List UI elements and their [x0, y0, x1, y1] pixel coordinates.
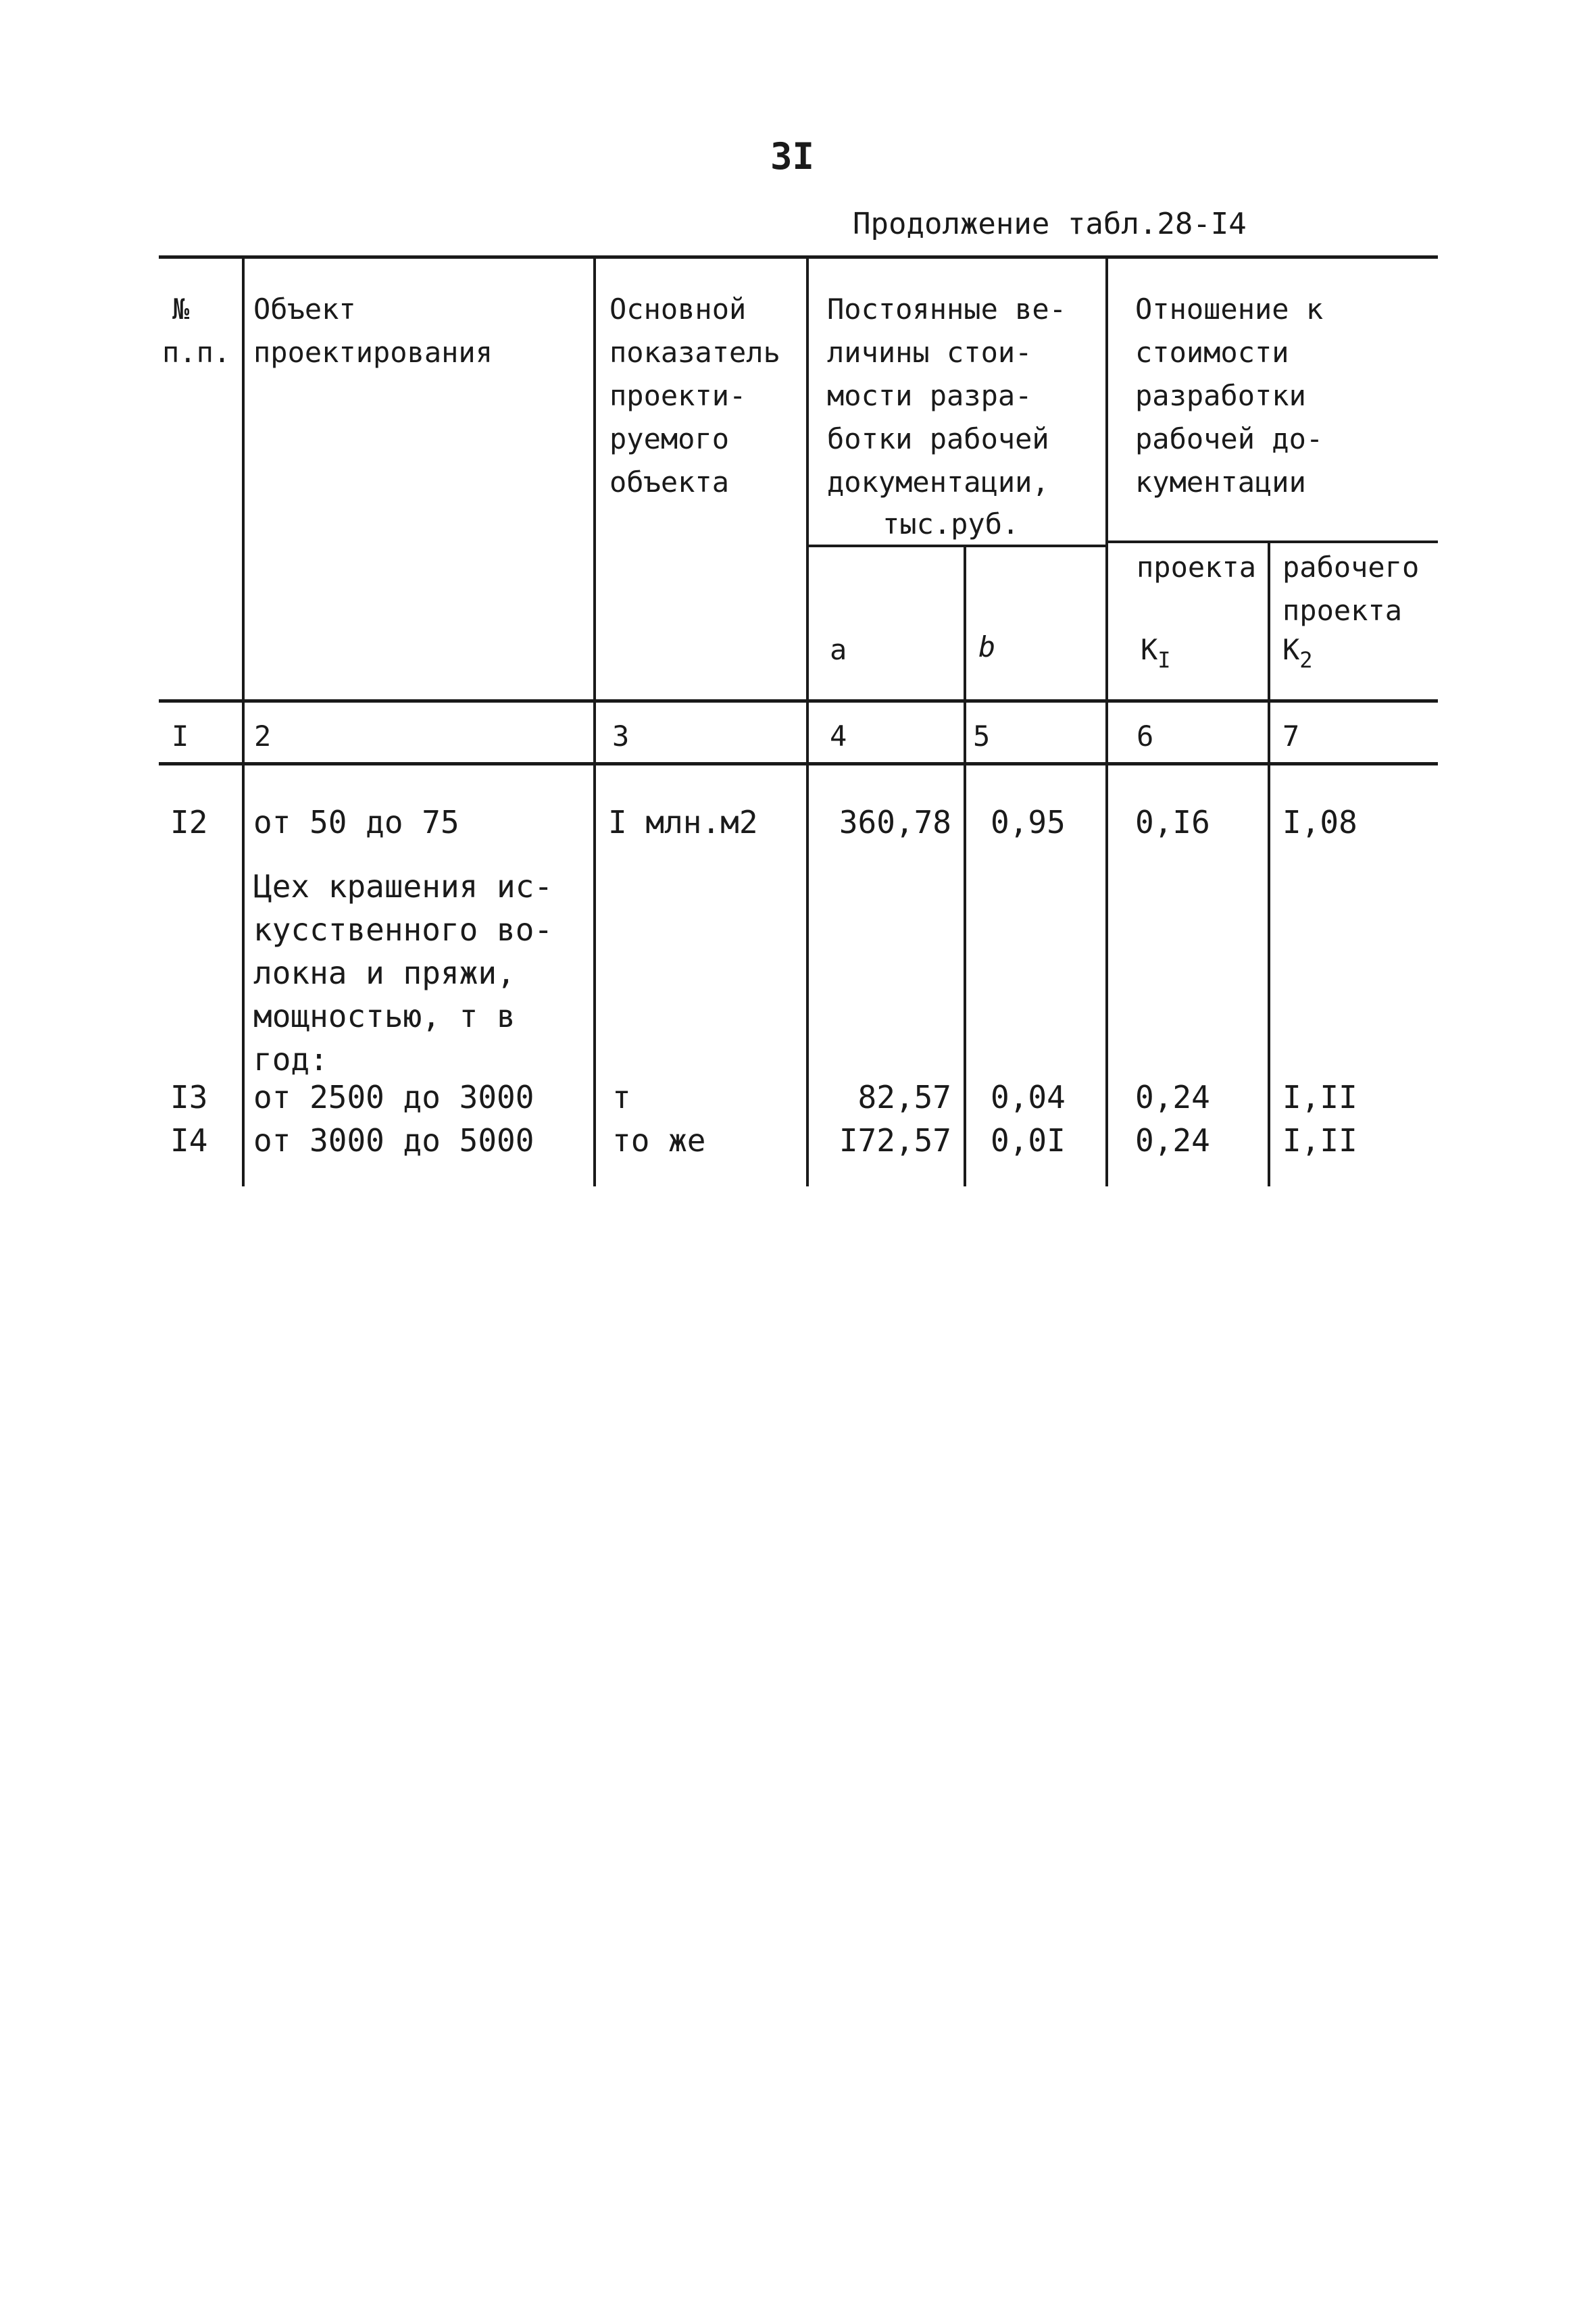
subheader-b: b: [978, 630, 996, 663]
header-ratio-line-3: разработки: [1135, 379, 1306, 412]
row-k1: 0,24: [1135, 1079, 1210, 1115]
row-indicator: I млн.м2: [608, 804, 758, 840]
row-k1: 0,I6: [1135, 804, 1210, 840]
col-number-3: 3: [612, 720, 630, 753]
col-divider-1: [242, 257, 245, 1186]
header-const-line-6: тыс.руб.: [882, 507, 1020, 540]
group-heading-line-2: кусственного во-: [253, 911, 553, 948]
header-ratio-line-4: рабочей до-: [1135, 422, 1324, 455]
col-number-7: 7: [1282, 720, 1300, 753]
col-number-5: 5: [973, 720, 991, 753]
row-a: 82,57: [857, 1079, 951, 1115]
header-num-line-1: №: [172, 293, 190, 326]
header-ratio-line-1: Отношение к: [1135, 293, 1324, 326]
row-a: I72,57: [839, 1122, 951, 1159]
group-heading-line-5: год:: [253, 1041, 328, 1078]
header-ratio-line-5: кументации: [1135, 466, 1306, 499]
col-number-2: 2: [254, 720, 272, 753]
col-divider-5: [1105, 257, 1108, 1186]
header-const-line-5: документации,: [827, 466, 1049, 499]
subheader-work-project-line-2: проекта: [1282, 594, 1403, 627]
col-number-1: I: [172, 720, 189, 753]
header-object-line-1: Объект: [253, 293, 356, 326]
group-heading-line-3: локна и пряжи,: [253, 955, 516, 991]
col-divider-2: [593, 257, 596, 1186]
col-number-6: 6: [1137, 720, 1154, 753]
header-indicator-line-2: показатель: [609, 336, 780, 369]
row-object: от 3000 до 5000: [253, 1122, 534, 1159]
row-k2: I,II: [1282, 1079, 1357, 1115]
row-k1: 0,24: [1135, 1122, 1210, 1159]
col-number-4: 4: [830, 720, 847, 753]
subheader-k2: $K_2$: [1282, 633, 1313, 673]
colnum-bottom-rule: [159, 762, 1438, 765]
row-object: от 2500 до 3000: [253, 1079, 534, 1115]
row-num: I2: [170, 804, 208, 840]
row-a: 360,78: [839, 804, 951, 840]
row-num: I3: [170, 1079, 208, 1115]
group-heading-line-4: мощностью, т в: [253, 998, 516, 1034]
row-k2: I,II: [1282, 1122, 1357, 1159]
subheader-project: проекта: [1137, 551, 1257, 584]
header-object-line-2: проектирования: [253, 336, 493, 369]
header-ratio-line-2: стоимости: [1135, 336, 1289, 369]
header-indicator-line-1: Основной: [609, 293, 747, 326]
header-indicator-line-5: объекта: [609, 466, 730, 499]
row-num: I4: [170, 1122, 208, 1159]
row-indicator: то же: [612, 1122, 706, 1159]
col-divider-6: [1268, 542, 1270, 1186]
table-caption: Продолжение табл.28-I4: [853, 207, 1247, 241]
header-const-line-3: мости разра-: [827, 379, 1032, 412]
ratio-subheader-rule: [1108, 540, 1438, 543]
row-indicator: т: [612, 1079, 631, 1115]
col-divider-3: [806, 257, 809, 1186]
table-top-rule: [159, 255, 1438, 259]
row-b: 0,0I: [991, 1122, 1066, 1159]
header-const-line-1: Постоянные ве-: [827, 293, 1067, 326]
row-object: от 50 до 75: [253, 804, 459, 840]
header-const-line-2: личины стои-: [827, 336, 1032, 369]
header-indicator-line-4: руемого: [609, 422, 730, 455]
header-num-line-2: п.п.: [162, 336, 231, 369]
header-bottom-rule: [159, 699, 1438, 703]
col-divider-4: [964, 545, 966, 1186]
subheader-a: a: [830, 633, 847, 666]
row-k2: I,08: [1282, 804, 1357, 840]
group-heading-line-1: Цех крашения ис-: [253, 868, 553, 905]
header-const-line-4: ботки рабочей: [827, 422, 1049, 455]
header-indicator-line-3: проекти-: [609, 379, 747, 412]
subheader-work-project-line-1: рабочего: [1282, 551, 1420, 584]
subheader-k1: $K_I$: [1141, 633, 1171, 673]
row-b: 0,95: [991, 804, 1066, 840]
row-b: 0,04: [991, 1079, 1066, 1115]
page-number: 3I: [770, 135, 815, 178]
